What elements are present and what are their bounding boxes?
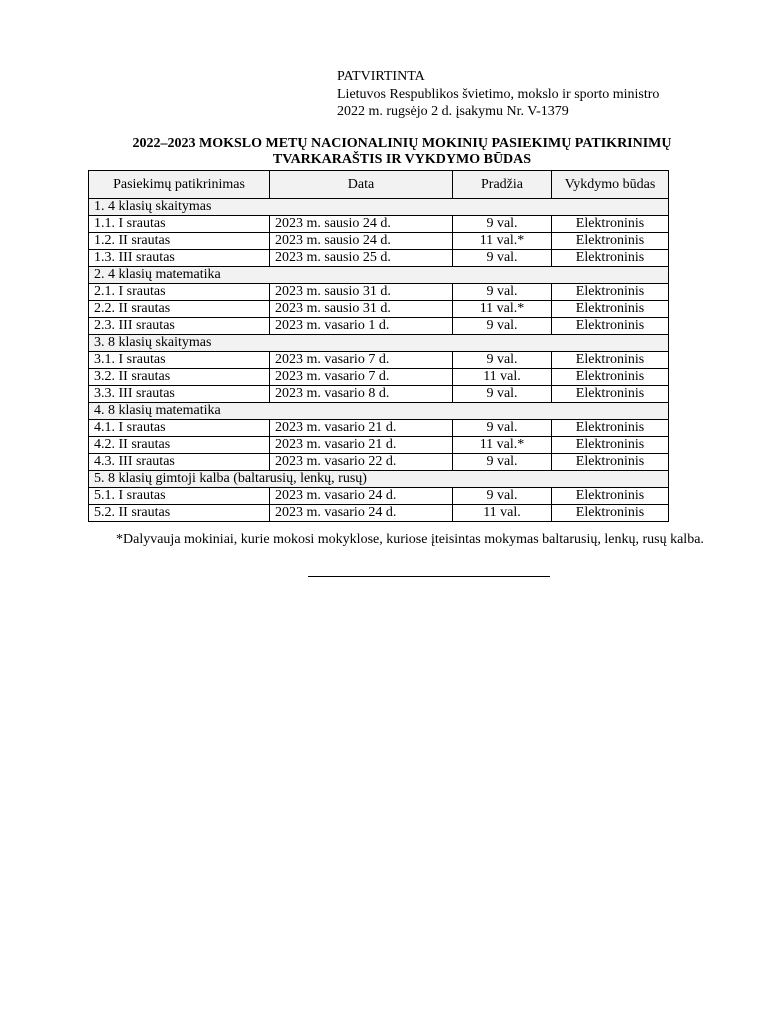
cell-mode: Elektroninis: [552, 216, 669, 233]
cell-assessment: 5.1. I srautas: [89, 488, 270, 505]
cell-start: 9 val.: [453, 216, 552, 233]
cell-mode: Elektroninis: [552, 233, 669, 250]
section-row: [89, 267, 669, 284]
cell-assessment: 1.3. III srautas: [89, 250, 270, 267]
table-row: [89, 352, 669, 369]
cell-date: 2023 m. vasario 1 d.: [270, 318, 453, 335]
cell-assessment: 1.2. II srautas: [89, 233, 270, 250]
cell-mode: Elektroninis: [552, 250, 669, 267]
cell-mode: Elektroninis: [552, 352, 669, 369]
closing-rule: [308, 576, 550, 577]
cell-date: 2023 m. vasario 21 d.: [270, 420, 453, 437]
cell-mode: Elektroninis: [552, 369, 669, 386]
cell-date: 2023 m. sausio 24 d.: [270, 233, 453, 250]
cell-date: 2023 m. vasario 8 d.: [270, 386, 453, 403]
cell-assessment: 2.1. I srautas: [89, 284, 270, 301]
cell-assessment: 4.3. III srautas: [89, 454, 270, 471]
table-row: [89, 505, 669, 522]
cell-date: 2023 m. sausio 24 d.: [270, 216, 453, 233]
cell-date: 2023 m. vasario 22 d.: [270, 454, 453, 471]
cell-mode: Elektroninis: [552, 505, 669, 522]
table-row: [89, 233, 669, 250]
cell-assessment: 2.2. II srautas: [89, 301, 270, 318]
schedule-body: [89, 199, 669, 522]
cell-assessment: 3.1. I srautas: [89, 352, 270, 369]
cell-date: 2023 m. sausio 25 d.: [270, 250, 453, 267]
cell-mode: Elektroninis: [552, 420, 669, 437]
cell-assessment: 2.3. III srautas: [89, 318, 270, 335]
cell-mode: Elektroninis: [552, 301, 669, 318]
approval-authority: Lietuvos Respublikos švietimo, mokslo ir sporto ministro: [337, 86, 660, 102]
section-row: [89, 403, 669, 420]
cell-mode: Elektroninis: [552, 454, 669, 471]
header-date: Data: [270, 171, 453, 199]
header-start: Pradžia: [453, 171, 552, 199]
cell-assessment: 5.2. II srautas: [89, 505, 270, 522]
cell-mode: Elektroninis: [552, 386, 669, 403]
cell-assessment: 4.2. II srautas: [89, 437, 270, 454]
header-assessment: Pasiekimų patikrinimas: [89, 171, 270, 199]
cell-start: 9 val.: [453, 454, 552, 471]
cell-mode: Elektroninis: [552, 284, 669, 301]
table-row: [89, 284, 669, 301]
cell-start: 11 val.: [453, 369, 552, 386]
table-row: [89, 386, 669, 403]
cell-date: 2023 m. sausio 31 d.: [270, 284, 453, 301]
cell-date: 2023 m. vasario 21 d.: [270, 437, 453, 454]
table-row: [89, 488, 669, 505]
cell-assessment: 3.2. II srautas: [89, 369, 270, 386]
section-row: [89, 199, 669, 216]
cell-start: 9 val.: [453, 420, 552, 437]
cell-assessment: 3.3. III srautas: [89, 386, 270, 403]
section-title: 1. 4 klasių skaitymas: [89, 199, 669, 216]
cell-start: 9 val.: [453, 318, 552, 335]
section-row: [89, 471, 669, 488]
section-row: [89, 335, 669, 352]
footnote: *Dalyvauja mokiniai, kurie mokosi mokyklose, kuriose įteisintas mokymas baltarusių, lenkų, rusų kalba.: [116, 532, 704, 547]
approval-block: [337, 68, 659, 121]
table-row: [89, 437, 669, 454]
cell-mode: Elektroninis: [552, 318, 669, 335]
cell-start: 11 val.*: [453, 437, 552, 454]
section-title: 5. 8 klasių gimtoji kalba (baltarusių, lenkų, rusų): [89, 471, 669, 488]
table-row: [89, 216, 669, 233]
cell-start: 11 val.*: [453, 233, 552, 250]
table-row: [89, 250, 669, 267]
header-mode: Vykdymo būdas: [552, 171, 669, 199]
cell-mode: Elektroninis: [552, 437, 669, 454]
document-title-line-1: 2022–2023 MOKSLO METŲ NACIONALINIŲ MOKINIŲ PASIEKIMŲ PATIKRINIMŲ: [132, 136, 672, 151]
cell-date: 2023 m. sausio 31 d.: [270, 301, 453, 318]
table-row: [89, 301, 669, 318]
cell-assessment: 4.1. I srautas: [89, 420, 270, 437]
table-row: [89, 454, 669, 471]
table-row: [89, 369, 669, 386]
approval-order: 2022 m. rugsėjo 2 d. įsakymu Nr. V-1379: [337, 104, 569, 119]
cell-date: 2023 m. vasario 7 d.: [270, 352, 453, 369]
schedule-table: [88, 170, 669, 522]
cell-start: 9 val.: [453, 352, 552, 369]
cell-date: 2023 m. vasario 7 d.: [270, 369, 453, 386]
cell-start: 9 val.: [453, 488, 552, 505]
cell-start: 11 val.: [453, 505, 552, 522]
section-title: 2. 4 klasių matematika: [89, 267, 669, 284]
table-header-row: [89, 171, 669, 199]
approval-heading: PATVIRTINTA: [337, 69, 425, 84]
section-title: 3. 8 klasių skaitymas: [89, 335, 669, 352]
table-row: [89, 420, 669, 437]
document-title: [88, 136, 716, 168]
cell-date: 2023 m. vasario 24 d.: [270, 505, 453, 522]
document-title-line-2: TVARKARAŠTIS IR VYKDYMO BŪDAS: [272, 152, 532, 167]
cell-start: 9 val.: [453, 386, 552, 403]
cell-start: 9 val.: [453, 284, 552, 301]
section-title: 4. 8 klasių matematika: [89, 403, 669, 420]
cell-date: 2023 m. vasario 24 d.: [270, 488, 453, 505]
cell-mode: Elektroninis: [552, 488, 669, 505]
cell-start: 11 val.*: [453, 301, 552, 318]
cell-assessment: 1.1. I srautas: [89, 216, 270, 233]
table-row: [89, 318, 669, 335]
cell-start: 9 val.: [453, 250, 552, 267]
